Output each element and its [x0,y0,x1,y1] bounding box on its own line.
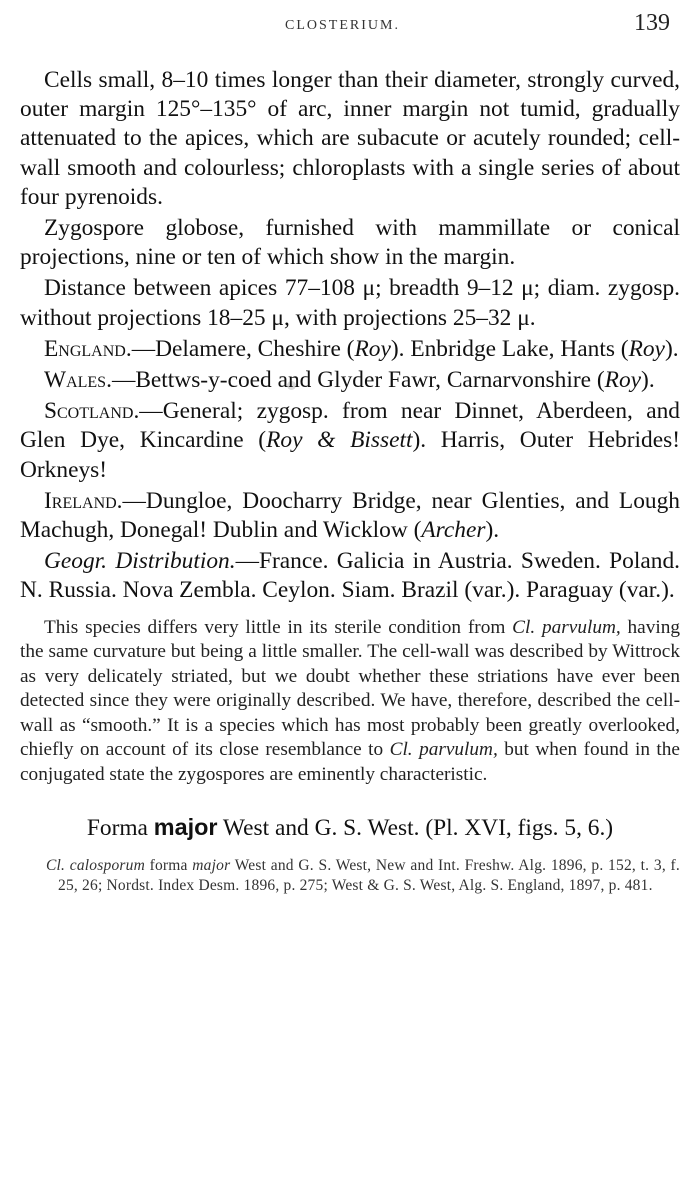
forma-heading [20,813,680,842]
synonymy-text: West and G. S. West, New and Int. Freshw. Alg. 1896, p. 152, t. 3, f. 25, 26; Nordst. Index Desm. 1896, p. 275; West & G. S. West, Alg. S. England, 1897, p. 481. [58,857,680,894]
running-head: CLOSTERIUM. [285,18,400,33]
synonym-name: Cl. calosporum [46,857,145,875]
locality-text: ). Enbridge Lake, Hants ( [390,335,629,362]
zygospore-description: Zygospore globose, furnished with mammillate or conical projections, nine or ten of which show in the margin. [20,215,680,271]
locality-text: —General; zygosp. from near Dinnet, Aberdeen, and Glen Dye, Kincardine ( [20,398,680,454]
authority: Roy [628,335,665,362]
authority: Roy & Bissett [266,427,413,454]
authority: Archer [421,517,486,544]
page-body [20,66,680,895]
dimensions: Distance between apices 77–108 μ; breadth 9–12 μ; diam. zygosp. without projections 18–25 μ, with projections 25–32 μ. [20,275,680,331]
species-note [20,616,680,788]
locality-wales [20,366,680,395]
locality-text: —Bettws-y-coed and Glyder Fawr, Carnarvonshire ( [111,367,605,394]
locality-text: ). [664,335,679,362]
species-name: Cl. parvulum, [512,616,621,638]
authority: Roy [354,335,391,362]
distribution-label: Geogr. Distribution. [44,548,236,575]
geographic-distribution [20,547,680,605]
locality-text: —Delamere, Cheshire ( [131,335,355,362]
locality-england [20,335,680,364]
note-text: but when found in the conjugated state the zygospores are eminently characteristic. [20,739,680,785]
region-label: Scotland. [44,398,140,425]
forma-authority: West and G. S. West. (Pl. XVI, figs. 5, 6.) [217,815,614,842]
forma-name: major [153,814,218,841]
page-number: 139 [634,10,670,36]
species-name: Cl. parvulum, [389,739,498,761]
locality-ireland [20,487,680,545]
locality-text: ). Harris, Outer Hebrides! Orkneys! [20,427,680,483]
authority: Roy [604,367,642,394]
note-text: having the same curvature but being a little smaller. The cell-wall was described by Wittrock as very delicately striated, but we doubt whether these striations have ever been detected since they were originally described. We have, therefore, described the cell-wall as “smooth.” It is a species which has most probably been greatly overlooked, chiefly on account of its close resemblance to [20,616,680,761]
locality-text: ). [485,517,500,544]
forma-prefix: Forma [86,815,154,842]
synonym-forma: major [192,857,231,875]
locality-scotland [20,397,680,485]
distribution-text: —France. Galicia in Austria. Sweden. Poland. N. Russia. Nova Zembla. Ceylon. Siam. Brazil (var.). Paraguay (var.). [20,548,680,604]
note-text: This species differs very little in its sterile condition from [44,616,513,638]
synonymy [20,856,680,895]
region-label: England. [44,335,132,362]
region-label: Wales. [44,367,112,394]
synonymy-text: forma [144,857,193,875]
cell-description: Cells small, 8–10 times longer than their diameter, strongly curved, outer margin 125°–135° of arc, inner margin not tumid, gradually attenuated to the apices, which are subacute or acutely rounded; cell-wall smooth and colourless; chloroplasts with a single series of about four pyrenoids. [20,67,680,210]
locality-text: —Dungloe, Doocharry Bridge, near Glenties, and Lough Machugh, Donegal! Dublin and Wicklow ( [20,487,680,544]
locality-text: ). [641,367,655,394]
page-header [0,8,698,38]
region-label: Ireland. [44,487,123,514]
